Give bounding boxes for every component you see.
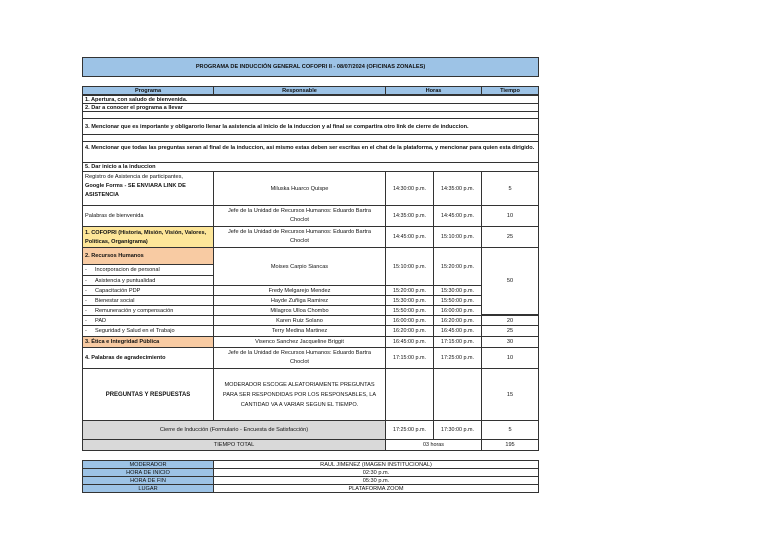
sub-end: 15:30:00 p.m. bbox=[433, 285, 482, 296]
cofopri-tiempo: 25 bbox=[481, 226, 539, 248]
etica-responsable: Visenco Sanchez Jacqueline Briggit bbox=[213, 336, 386, 348]
step-3: 3. Mencionar que es importante y obligarorio llenar la asistencia al inicio de la induccion y al final se compartira otro link de cierre de induccion. bbox=[82, 118, 539, 135]
registro-label-line1: Registro de Asistencia de participantes, bbox=[85, 174, 183, 180]
info-value-hora-fin: 05:30 p.m. bbox=[213, 476, 539, 485]
agradecimiento-end: 17:25:00 p.m. bbox=[433, 347, 482, 369]
registro-label bbox=[82, 171, 214, 206]
preguntas-start bbox=[385, 368, 434, 421]
step-2: 2. Dar a conocer el programa a llevar bbox=[82, 103, 539, 112]
preguntas-label: PREGUNTAS Y RESPUESTAS bbox=[82, 368, 214, 421]
preguntas-descripcion: MODERADOR ESCOGE ALEATORIAMENTE PREGUNTAS PARA SER RESPONDIDAS POR LOS RESPONSABLES, LA CANTIDAD VA A VARIAR SEGUN EL TIEMPO. bbox=[213, 368, 386, 421]
agradecimiento-label: 4. Palabras de agradecimiento bbox=[82, 347, 214, 369]
agradecimiento-start: 17:15:00 p.m. bbox=[385, 347, 434, 369]
sub-start: 16:20:00 p.m. bbox=[385, 325, 434, 337]
info-key-moderador: MODERADOR bbox=[82, 460, 214, 469]
cofopri-responsable: Jefe de la Unidad de Recursos Humanos: Eduardo Bartra Choclot bbox=[213, 226, 386, 248]
cierre-start: 17:25:00 p.m. bbox=[385, 420, 434, 440]
preguntas-end bbox=[433, 368, 482, 421]
agradecimiento-responsable: Jefe de la Unidad de Recursos Humanos: Eduardo Bartra Choclot bbox=[213, 347, 386, 369]
total-label: TIEMPO TOTAL bbox=[82, 439, 386, 451]
palabras-responsable: Jefe de la Unidad de Recursos Humanos: Eduardo Bartra Choclot bbox=[213, 205, 386, 227]
cofopri-end: 15:10:00 p.m. bbox=[433, 226, 482, 248]
step-4: 4. Mencionar que todas las preguntas seran al final de la induccion, asi mismo estas deben ser escritas en el chat de la plataforma, y mencionar para quien esta dirigido. bbox=[82, 141, 539, 163]
sub-responsable: Hayde Zuñiga Ramirez bbox=[213, 295, 386, 306]
sub-item-incorporacion: - Incorporacion de personal bbox=[82, 264, 214, 276]
cierre-tiempo: 5 bbox=[481, 420, 539, 440]
header-tiempo: Tiempo bbox=[481, 86, 539, 95]
step-1: 1. Apertura, con saludo de bienvenida. bbox=[82, 95, 539, 104]
preguntas-tiempo: 15 bbox=[481, 368, 539, 421]
sub-item-pad: - PAD bbox=[82, 315, 214, 326]
step-5: 5. Dar inicio a la induccion bbox=[82, 162, 539, 172]
header-horas: Horas bbox=[385, 86, 482, 95]
sub-start: 15:20:00 p.m. bbox=[385, 285, 434, 296]
agradecimiento-tiempo: 10 bbox=[481, 347, 539, 369]
rrhh-responsable: Moises Carpio Siancas bbox=[213, 247, 386, 286]
palabras-tiempo: 10 bbox=[481, 205, 539, 227]
cierre-label: Cierre de Inducción (Formulario - Encuesta de Satisfacción) bbox=[82, 420, 386, 440]
sub-item-asistencia: - Asistencia y puntualidad bbox=[82, 275, 214, 286]
info-key-lugar: LUGAR bbox=[82, 484, 214, 493]
sub-tiempo: 20 bbox=[481, 315, 539, 326]
registro-end: 14:35:00 p.m. bbox=[433, 171, 482, 206]
sub-start: 15:30:00 p.m. bbox=[385, 295, 434, 306]
sub-item-bienestar: - Bienestar social bbox=[82, 295, 214, 306]
rrhh-start: 15:10:00 p.m. bbox=[385, 247, 434, 286]
sub-item-capacitacion: - Capacitación PDP bbox=[82, 285, 214, 296]
info-key-hora-inicio: HORA DE INICIO bbox=[82, 468, 214, 477]
info-key-hora-fin: HORA DE FIN bbox=[82, 476, 214, 485]
etica-label: 3. Ética e Integridad Pública bbox=[82, 336, 214, 348]
registro-responsable: Miluska Huarco Quispe bbox=[213, 171, 386, 206]
sub-responsable: Milagros Ulloa Chombo bbox=[213, 305, 386, 316]
sub-item-seguridad: - Seguridad y Salud en el Trabajo bbox=[82, 325, 214, 337]
header-programa: Programa bbox=[82, 86, 214, 95]
info-value-lugar: PLATAFORMA ZOOM bbox=[213, 484, 539, 493]
sub-responsable: Terry Medina Martinez bbox=[213, 325, 386, 337]
sub-responsable: Fredy Melgarejo Mendez bbox=[213, 285, 386, 296]
sub-end: 15:50:00 p.m. bbox=[433, 295, 482, 306]
header-responsable: Responsable bbox=[213, 86, 386, 95]
registro-start: 14:30:00 p.m. bbox=[385, 171, 434, 206]
sub-start: 15:50:00 p.m. bbox=[385, 305, 434, 316]
rrhh-label: 2. Recursos Humanos bbox=[82, 247, 214, 265]
sub-end: 16:45:00 p.m. bbox=[433, 325, 482, 337]
registro-tiempo: 5 bbox=[481, 171, 539, 206]
total-tiempo: 195 bbox=[481, 439, 539, 451]
palabras-end: 14:45:00 p.m. bbox=[433, 205, 482, 227]
etica-end: 17:15:00 p.m. bbox=[433, 336, 482, 348]
cierre-end: 17:30:00 p.m. bbox=[433, 420, 482, 440]
rrhh-group-tiempo: 50 bbox=[481, 247, 539, 315]
etica-start: 16:45:00 p.m. bbox=[385, 336, 434, 348]
sub-responsable: Karen Ruiz Solano bbox=[213, 315, 386, 326]
info-value-moderador: RAUL JIMENEZ (IMAGEN INSTITUCIONAL) bbox=[213, 460, 539, 469]
sub-end: 16:20:00 p.m. bbox=[433, 315, 482, 326]
info-value-hora-inicio: 02:30 p.m. bbox=[213, 468, 539, 477]
sub-item-remuneracion: - Remuneración y compensación bbox=[82, 305, 214, 316]
cofopri-start: 14:45:00 p.m. bbox=[385, 226, 434, 248]
palabras-start: 14:35:00 p.m. bbox=[385, 205, 434, 227]
rrhh-end: 15:20:00 p.m. bbox=[433, 247, 482, 286]
sub-end: 16:00:00 p.m. bbox=[433, 305, 482, 316]
sub-start: 16:00:00 p.m. bbox=[385, 315, 434, 326]
page-title: PROGRAMA DE INDUCCIÓN GENERAL COFOPRI II - 08/07/2024 (OFICINAS ZONALES) bbox=[82, 57, 539, 77]
etica-tiempo: 30 bbox=[481, 336, 539, 348]
total-hours: 03 horas bbox=[385, 439, 482, 451]
sub-tiempo: 25 bbox=[481, 325, 539, 337]
registro-label-line2: Google Forms - SE ENVIARA LINK DE ASISTENCIA bbox=[85, 183, 186, 198]
palabras-label: Palabras de bienvenida bbox=[82, 205, 214, 227]
cofopri-label: 1. COFOPRI (Historia, Misión, Visión, Valores, Políticas, Organigrama) bbox=[82, 226, 214, 248]
